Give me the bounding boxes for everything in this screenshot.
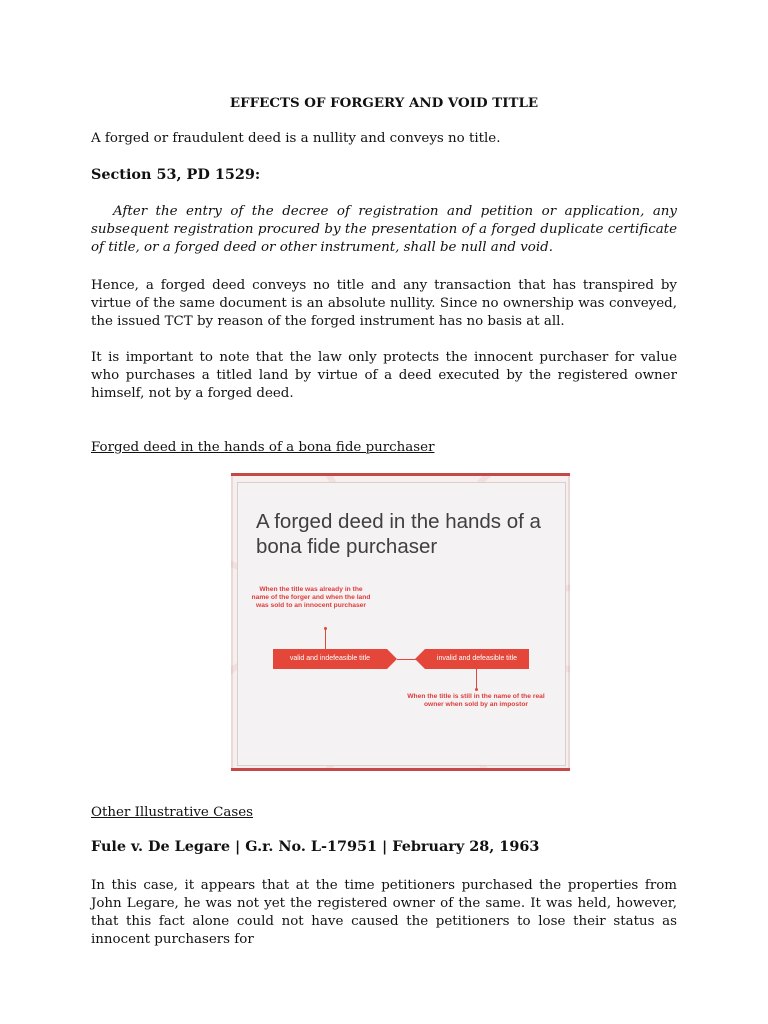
figure-note-top: When the title was already in the name of the forger and when the land was sold to an innocent purchaser [251, 586, 371, 609]
pill-invalid-title: invalid and defeasible title [425, 649, 529, 669]
connector-line-top [325, 629, 326, 649]
figure-top-border [231, 473, 570, 476]
section-heading: Section 53, PD 1529: [91, 166, 261, 183]
case-heading: Fule v. De Legare | G.r. No. L-17951 | February 28, 1963 [91, 838, 540, 855]
subheading-other-cases: Other Illustrative Cases [91, 805, 253, 820]
pill-valid-title: valid and indefeasible title [273, 649, 387, 669]
paragraph-hence: Hence, a forged deed conveys no title and any transaction that has transpired by virtue of the same document is an absolute nullity. Since no ownership was conveyed, the issued TCT by reason of the forged instrument has no basis at all. [91, 278, 677, 329]
statute-quote: After the entry of the decree of registration and petition or application, any subsequent registration procured by the presentation of a forged duplicate certificate of title, or a forged deed or other instrument, shall be null and void. [91, 204, 677, 255]
figure-bottom-border [231, 768, 570, 771]
paragraph-important: It is important to note that the law only protects the innocent purchaser for value who purchases a titled land by virtue of a deed executed by the registered owner himself, not by a forged deed. [91, 350, 677, 401]
forged-deed-figure [231, 473, 570, 771]
document-title: EFFECTS OF FORGERY AND VOID TITLE [229, 95, 539, 111]
connector-dot-bottom [475, 688, 478, 691]
paragraph-case: In this case, it appears that at the time petitioners purchased the properties from John Legare, he was not yet the registered owner of the same. It was held, however, that this fact alone could not have caused the petitioners to lose their status as innocent purchasers for [91, 878, 677, 947]
figure-note-bottom: When the title is still in the name of the real owner when sold by an impostor [407, 693, 545, 708]
connector-line-bottom [476, 669, 477, 689]
subheading-forged-deed: Forged deed in the hands of a bona fide purchaser [91, 440, 435, 455]
figure-title: A forged deed in the hands of a bona fide purchaser [256, 510, 541, 558]
intro-paragraph: A forged or fraudulent deed is a nullity and conveys no title. [91, 131, 501, 146]
